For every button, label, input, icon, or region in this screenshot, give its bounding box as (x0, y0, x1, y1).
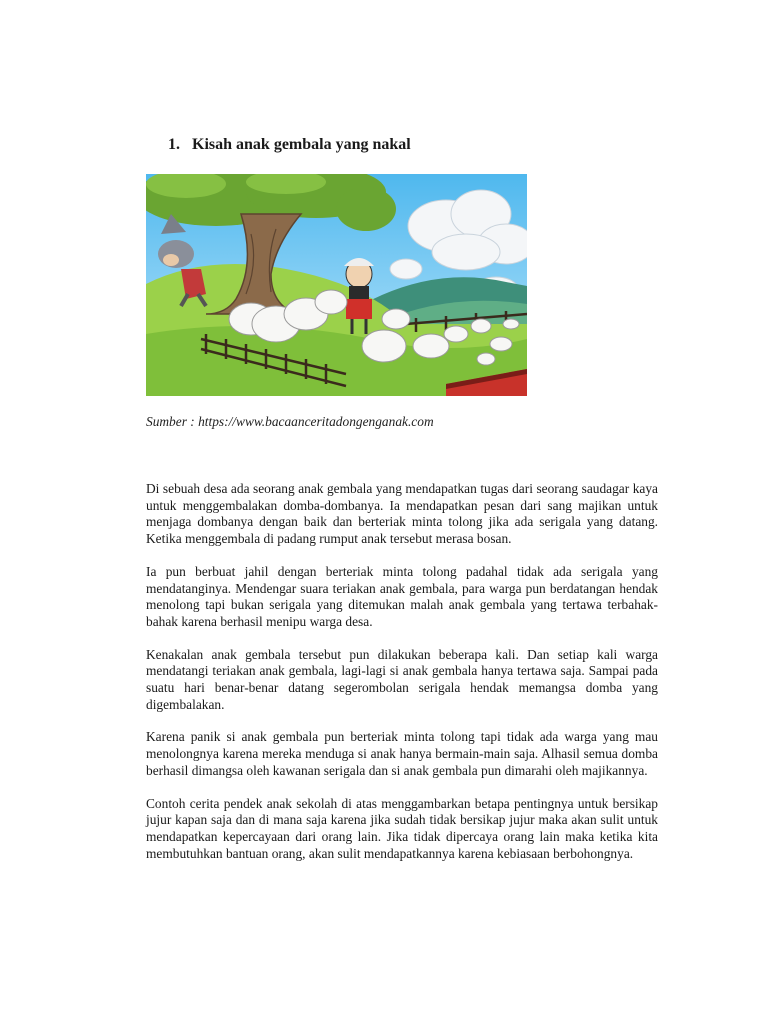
heading-number: 1. (168, 136, 180, 153)
story-illustration (146, 174, 527, 396)
paragraph: Contoh cerita pendek anak sekolah di atas menggambarkan betapa pentingnya untuk bersikap jujur kapan saja dan di mana saja karena jika sudah tidak bersikap jujur maka akan sulit untuk mendapatkan kepercayaan dari orang lain. Jika tidak dipercaya orang lain maka ketika kita membutuhkan bantuan orang, akan sulit mendapatkannya karena kebiasaan berbohongnya. (146, 795, 658, 861)
heading-title: Kisah anak gembala yang nakal (192, 136, 411, 153)
story-heading (168, 136, 411, 154)
paragraph: Karena panik si anak gembala pun berteriak minta tolong tapi tidak ada warga yang mau menolongnya karena mereka menduga si anak hanya bermain-main saja. Alhasil semua domba berhasil dimangsa oleh kawanan serigala dan si anak gembala pun dimarahi oleh majikannya. (146, 729, 658, 778)
image-caption: Sumber : https://www.bacaanceritadongenganak.com (146, 414, 434, 429)
story-body (146, 481, 658, 878)
paragraph: Ia pun berbuat jahil dengan berteriak minta tolong padahal tidak ada serigala yang mendatanginya. Mendengar suara teriakan anak gembala, para warga pun berdatangan hendak menolong tapi bukan serigala yang ditemukan malah anak gembala yang tertawa terbahak-bahak karena berhasil menipu warga desa. (146, 563, 658, 629)
paragraph: Di sebuah desa ada seorang anak gembala yang mendapatkan tugas dari seorang saudagar kaya untuk menggembalakan domba-dombanya. Ia mendapatkan pesan dari sang majikan untuk menjaga dombanya dengan baik dan berteriak minta tolong jika ada serigala yang datang. Ketika menggembala di padang rumput anak tersebut merasa bosan. (146, 481, 658, 547)
paragraph: Kenakalan anak gembala tersebut pun dilakukan beberapa kali. Dan setiap kali warga mendatangi teriakan anak gembala, lagi-lagi si anak gembala hanya tertawa saja. Sampai pada suatu hari benar-benar datang segerombolan serigala hendak memangsa domba yang digembalakan. (146, 646, 658, 712)
